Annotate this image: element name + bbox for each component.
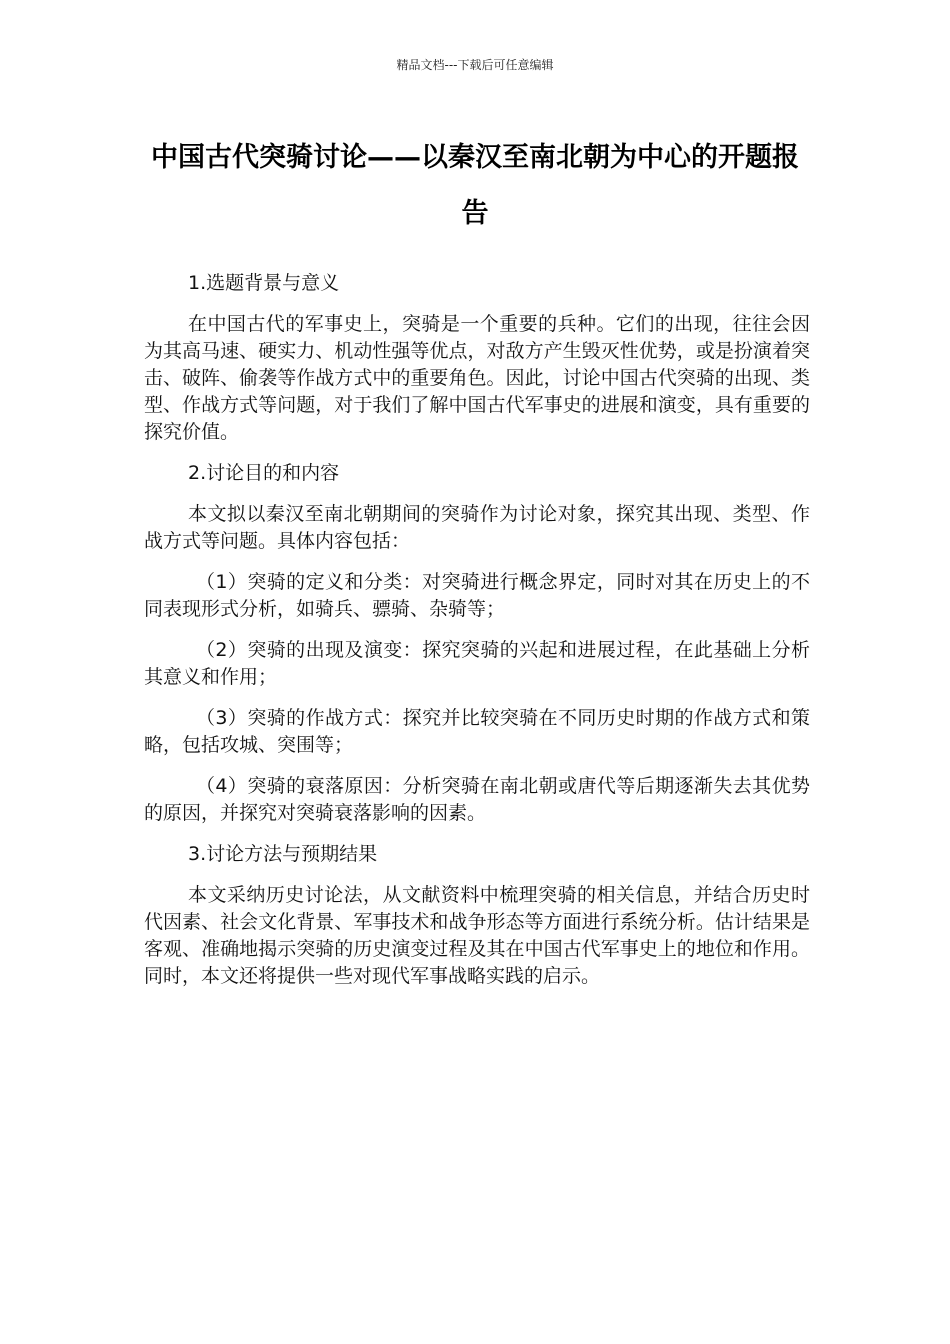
document-title: 中国古代突骑讨论——以秦汉至南北朝为中心的开题报告 — [151, 142, 799, 229]
section-heading-objectives: 2.讨论目的和内容 — [188, 462, 340, 484]
section-heading-background: 1.选题背景与意义 — [188, 272, 340, 294]
paragraph-background: 在中国古代的军事史上，突骑是一个重要的兵种。它们的出现，往往会因为其高马速、硬实力、机动性强等优点，对敌方产生毁灭性优势，或是扮演着突击、破阵、偷袭等作战方式中的重要角色。因此，讨论中国古代突骑的出现、类型、作战方式等问题，对于我们了解中国古代军事史的进展和演变，具有重要的探究价值。 — [144, 313, 810, 443]
paragraph-objectives-intro: 本文拟以秦汉至南北朝期间的突骑作为讨论对象，探究其出现、类型、作战方式等问题。具体内容包括： — [144, 503, 810, 552]
list-item-definition: （1）突骑的定义和分类：对突骑进行概念界定，同时对其在历史上的不同表现形式分析，如骑兵、骠骑、杂骑等； — [144, 571, 810, 620]
section-heading-methods: 3.讨论方法与预期结果 — [188, 843, 378, 865]
list-item-tactics: （3）突骑的作战方式：探究并比较突骑在不同历史时期的作战方式和策略，包括攻城、突围等； — [144, 707, 810, 756]
header-note: 精品文档---下载后可任意编辑 — [396, 58, 554, 72]
document-body — [144, 270, 810, 1004]
paragraph-methods: 本文采纳历史讨论法，从文献资料中梳理突骑的相关信息，并结合历史时代因素、社会文化背景、军事技术和战争形态等方面进行系统分析。估计结果是客观、准确地揭示突骑的历史演变过程及其在中国古代军事史上的地位和作用。同时，本文还将提供一些对现代军事战略实践的启示。 — [144, 884, 810, 987]
list-item-decline: （4）突骑的衰落原因：分析突骑在南北朝或唐代等后期逐渐失去其优势的原因，并探究对突骑衰落影响的因素。 — [144, 775, 810, 824]
list-item-evolution: （2）突骑的出现及演变：探究突骑的兴起和进展过程，在此基础上分析其意义和作用； — [144, 639, 810, 688]
